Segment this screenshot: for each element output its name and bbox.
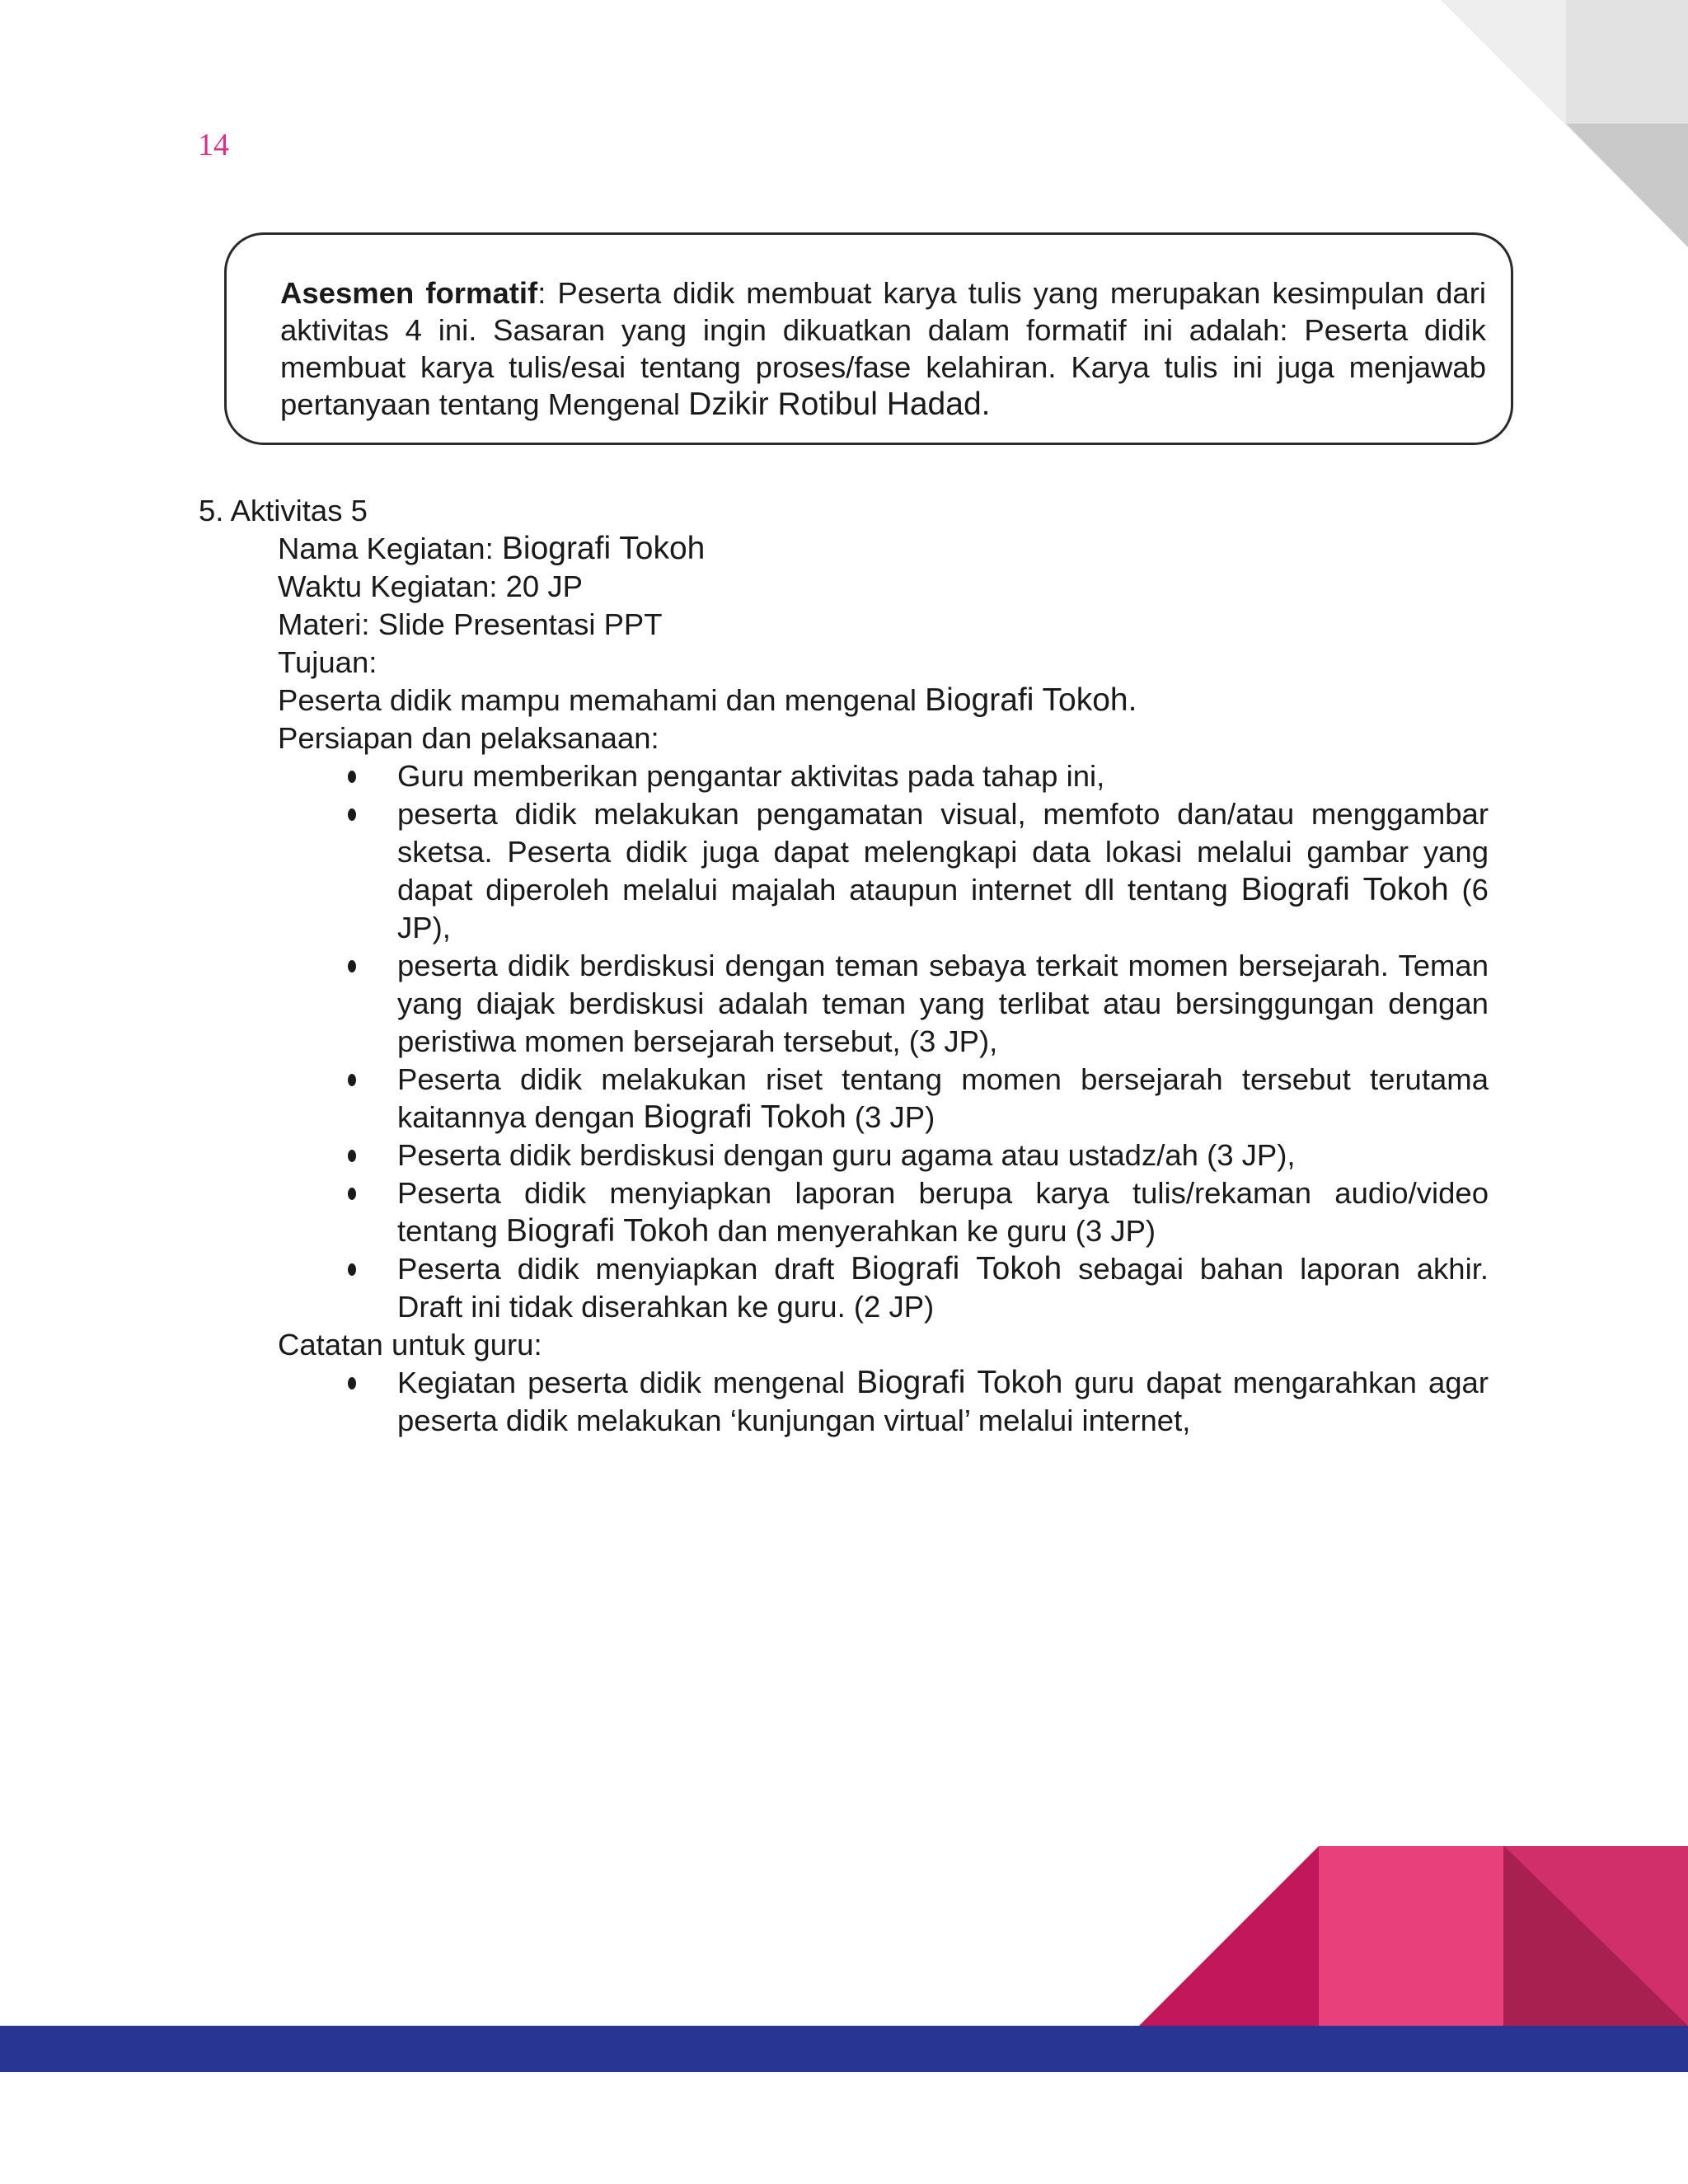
- notes-list: [199, 1364, 1489, 1440]
- activity-goal: [278, 682, 1489, 719]
- bullet-icon: [348, 1074, 356, 1086]
- step-topic: Biografi Tokoh: [643, 1099, 846, 1135]
- bullet-icon: [348, 960, 356, 972]
- footer-band: [0, 2026, 1688, 2072]
- list-item: [397, 1364, 1489, 1440]
- step-text: Peserta didik berdiskusi dengan guru agama atau ustadz/ah (3 JP),: [397, 1138, 1296, 1172]
- activity-time: Waktu Kegiatan: 20 JP: [278, 569, 583, 603]
- step-text: peserta didik melakukan pengamatan visual, memfoto dan/atau menggambar sketsa. Peserta didik juga dapat melengkapi data lokasi melalui gambar yang dapat diperoleh melalui majalah ataupun internet dll tentang: [397, 797, 1489, 907]
- activity-goal-text: Peserta didik mampu memahami dan mengenal: [278, 683, 926, 717]
- bullet-icon: [348, 771, 356, 783]
- activity-goal-label: Tujuan:: [278, 645, 377, 679]
- step-text: Peserta didik melakukan riset tentang momen bersejarah tersebut terutama kaitannya dengan: [397, 1062, 1489, 1134]
- step-suffix: (6 JP),: [397, 873, 1489, 944]
- page-number: 14: [198, 128, 229, 162]
- step-topic: Biografi Tokoh: [505, 1213, 710, 1249]
- list-item: [397, 1061, 1489, 1137]
- activity-steps-list: [199, 757, 1489, 1326]
- bullet-icon: [348, 1150, 356, 1162]
- bullet-icon: [348, 808, 356, 821]
- note-topic: Biografi Tokoh: [856, 1365, 1063, 1400]
- activity-section: [199, 492, 1489, 1440]
- activity-name-label: Nama Kegiatan:: [278, 532, 502, 565]
- step-text: peserta didik berdiskusi dengan teman sebaya terkait momen bersejarah. Teman yang diajak berdiskusi adalah teman yang terlibat atau bersinggungan dengan peristiwa momen bersejarah tersebut, (3 JP),: [397, 949, 1489, 1058]
- step-suffix: sebagai bahan laporan akhir. Draft ini tidak diserahkan ke guru. (2 JP): [397, 1252, 1489, 1324]
- assessment-topic: Dzikir Rotibul Hadad.: [688, 387, 991, 422]
- pink-block: [1319, 1846, 1503, 2026]
- notes-label: Catatan untuk guru:: [278, 1328, 542, 1361]
- corner-fold-square: [1566, 0, 1688, 124]
- assessment-text: : Peserta didik membuat karya tulis yang merupakan kesimpulan dari aktivitas 4 ini. Sasaran yang ingin dikuatkan dalam formatif ini adalah: Peserta didik membuat karya tulis/esai tentang proses/fase kelahiran. Karya tulis ini juga menjawab pertanyaan tentang Mengenal: [280, 276, 1486, 421]
- list-item: [397, 1250, 1489, 1326]
- activity-material: Materi: Slide Presentasi PPT: [278, 607, 663, 641]
- assessment-box: [224, 232, 1513, 445]
- bullet-icon: [348, 1263, 356, 1276]
- activity-prep-label: Persiapan dan pelaksanaan:: [278, 721, 659, 755]
- step-topic: Biografi Tokoh: [851, 1251, 1062, 1286]
- step-topic: Biografi Tokoh: [1240, 872, 1449, 907]
- note-suffix: guru dapat mengarahkan agar peserta didik melakukan ‘kunjungan virtual’ melalui internet,: [397, 1366, 1489, 1437]
- bullet-icon: [348, 1188, 356, 1200]
- list-item: [397, 1137, 1489, 1174]
- activity-name: [278, 530, 1489, 568]
- activity-goal-topic: Biografi Tokoh.: [925, 682, 1137, 718]
- assessment-label: Asesmen formatif: [280, 276, 538, 310]
- list-item: [397, 1174, 1489, 1250]
- step-suffix: (3 JP): [846, 1100, 935, 1134]
- activity-heading: 5. Aktivitas 5: [199, 494, 368, 527]
- step-text: Guru memberikan pengantar aktivitas pada tahap ini,: [397, 759, 1105, 793]
- step-text: Peserta didik menyiapkan laporan berupa karya tulis/rekaman audio/video tentang: [397, 1176, 1489, 1248]
- note-text: Kegiatan peserta didik mengenal: [397, 1366, 857, 1399]
- bullet-icon: [348, 1377, 356, 1390]
- step-suffix: dan menyerahkan ke guru (3 JP): [709, 1214, 1156, 1248]
- list-item: [397, 947, 1489, 1061]
- activity-name-value: Biografi Tokoh: [501, 531, 706, 566]
- list-item: [397, 795, 1489, 947]
- list-item: [397, 757, 1489, 795]
- step-text: Peserta didik menyiapkan draft: [397, 1252, 851, 1286]
